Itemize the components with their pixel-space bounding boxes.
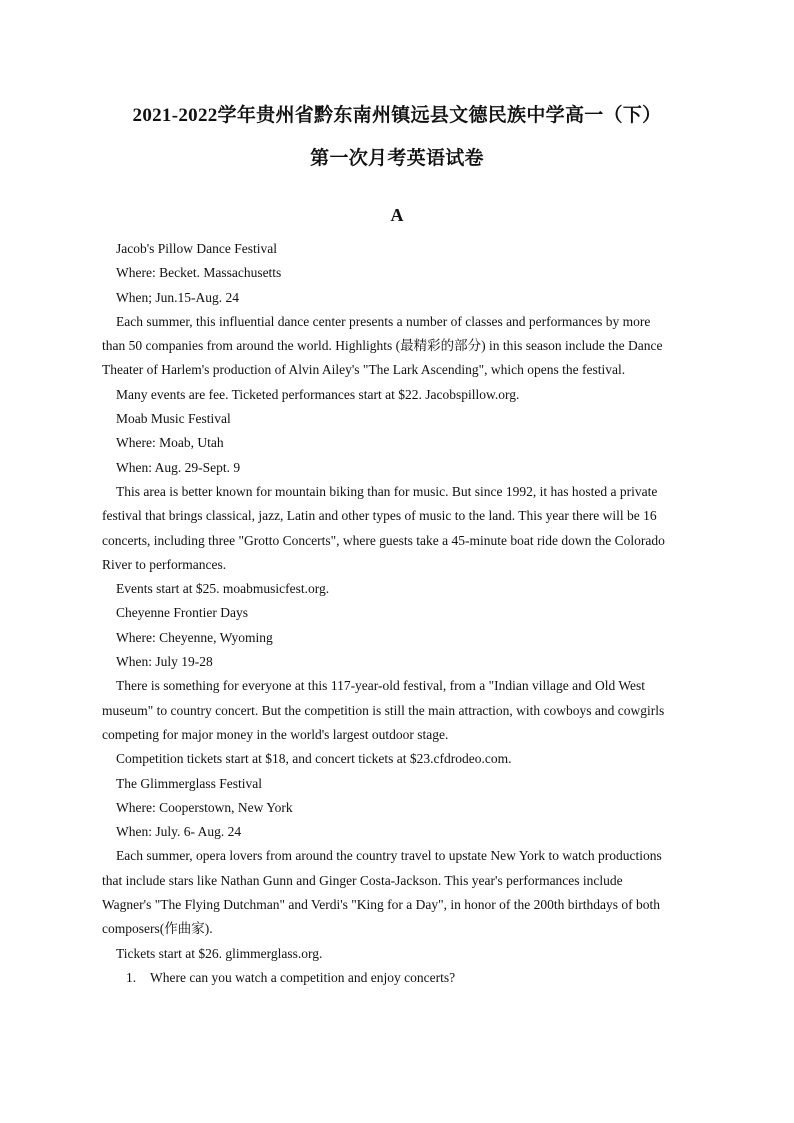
passage-line: festival that brings classical, jazz, Latin and other types of music to the land. This year there will be 16	[102, 508, 657, 524]
passage-line: composers(作曲家).	[102, 921, 213, 937]
reading-passage	[102, 237, 692, 990]
passage-line: River to performances.	[102, 556, 227, 572]
passage-line: Theater of Harlem's production of Alvin Ailey's "The Lark Ascending", which opens the festival.	[102, 362, 626, 378]
passage-line: This area is better known for mountain biking than for music. But since 1992, it has hosted a private	[116, 483, 658, 499]
passage-line: Where: Moab, Utah	[116, 435, 224, 451]
passage-line: Where: Cooperstown, New York	[116, 799, 293, 815]
passage-line: Wagner's "The Flying Dutchman" and Verdi's "King for a Day", in honor of the 200th birthdays of both	[102, 897, 660, 913]
passage-line: Many events are fee. Ticketed performances start at $22. Jacobspillow.org.	[116, 386, 520, 402]
passage-line: Tickets start at $26. glimmerglass.org.	[116, 945, 323, 961]
passage-line: concerts, including three "Grotto Concerts", where guests take a 45-minute boat ride down the Colorado	[102, 532, 665, 548]
passage-line: When: Aug. 29-Sept. 9	[116, 459, 241, 475]
question-text: Where can you watch a competition and enjoy concerts?	[150, 969, 456, 985]
passage-line: than 50 companies from around the world. Highlights (最精彩的部分) in this season include the Dance	[102, 338, 663, 354]
document-title-line-1: 2021-2022学年贵州省黔东南州镇远县文德民族中学高一（下）	[132, 105, 662, 126]
question-1	[102, 966, 692, 990]
passage-line: Each summer, opera lovers from around the country travel to upstate New York to watch productions	[116, 848, 662, 864]
passage-line: When: July. 6- Aug. 24	[116, 824, 242, 840]
passage-line: museum" to country concert. But the competition is still the main attraction, with cowboys and cowgirls	[102, 702, 665, 718]
passage-line: that include stars like Nathan Gunn and Ginger Costa-Jackson. This year's performances include	[102, 872, 623, 888]
passage-line: Cheyenne Frontier Days	[116, 605, 248, 621]
passage-line: When; Jun.15-Aug. 24	[116, 289, 239, 305]
passage-line: When: July 19-28	[116, 654, 213, 670]
question-number: 1.	[126, 969, 137, 985]
passage-line: The Glimmerglass Festival	[116, 775, 262, 791]
passage-line: Competition tickets start at $18, and concert tickets at $23.cfdrodeo.com.	[116, 751, 512, 767]
passage-line: Events start at $25. moabmusicfest.org.	[116, 581, 330, 597]
passage-line: competing for major money in the world's largest outdoor stage.	[102, 726, 449, 742]
passage-line: Each summer, this influential dance center presents a number of classes and performances by more	[116, 313, 651, 329]
passage-line: Where: Cheyenne, Wyoming	[116, 629, 273, 645]
passage-line: There is something for everyone at this 117-year-old festival, from a "Indian village and Old West	[116, 678, 645, 694]
passage-line: Moab Music Festival	[116, 411, 231, 427]
passage-line: Jacob's Pillow Dance Festival	[116, 241, 278, 256]
passage-line: Where: Becket. Massachusetts	[116, 265, 282, 281]
section-label: A	[390, 205, 404, 225]
document-title-line-2: 第一次月考英语试卷	[310, 148, 484, 169]
